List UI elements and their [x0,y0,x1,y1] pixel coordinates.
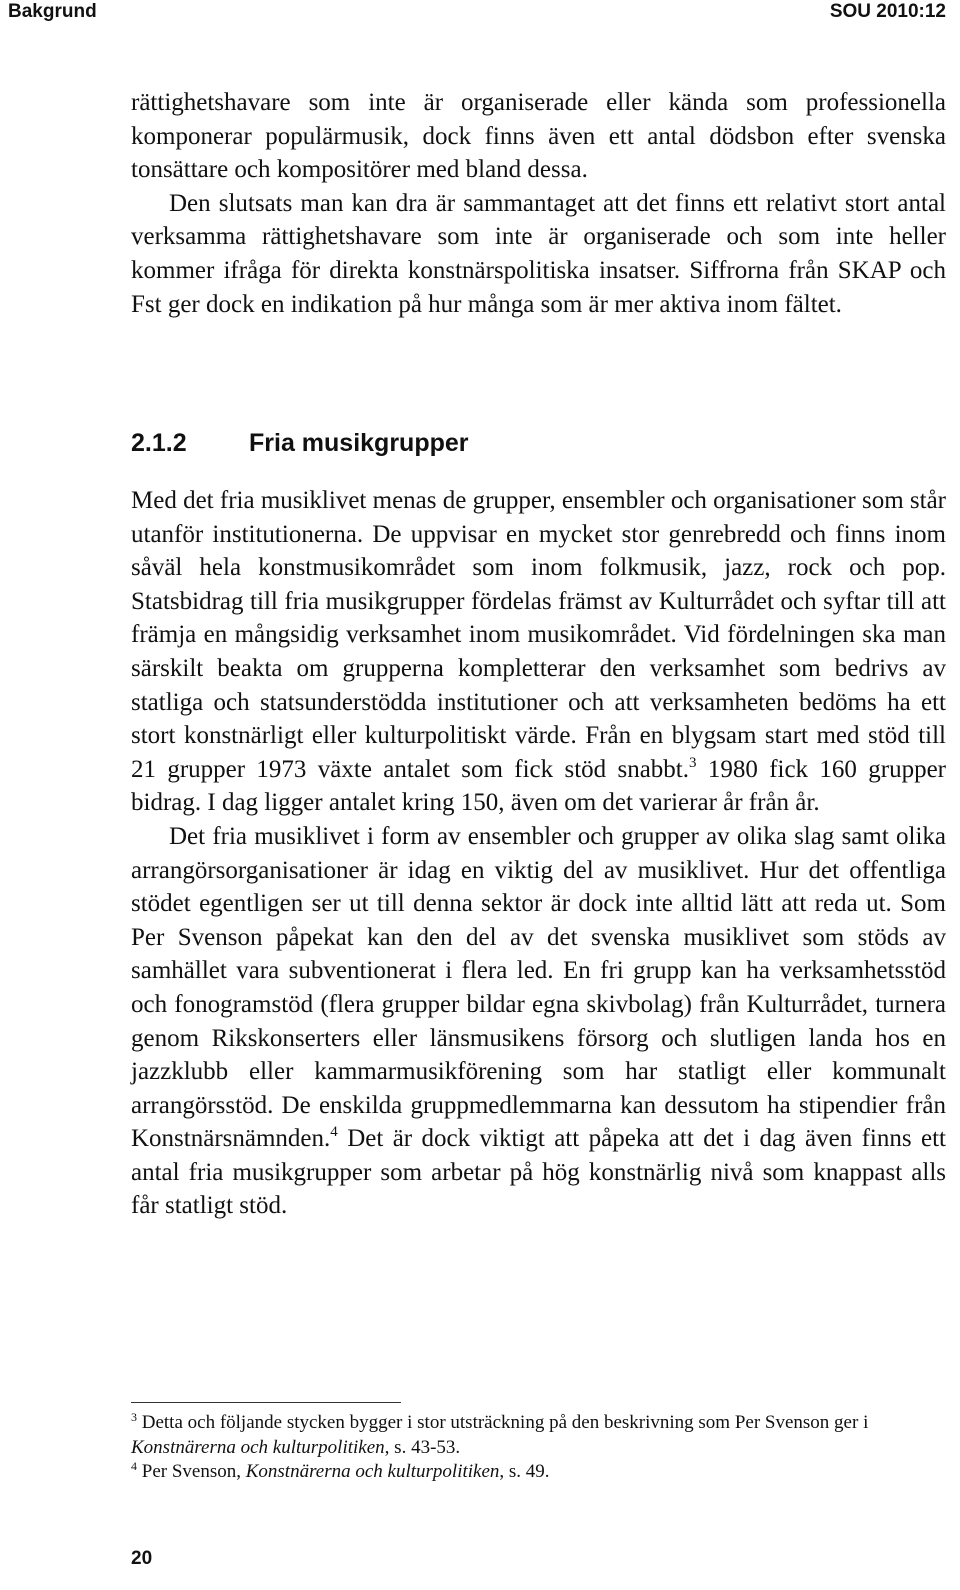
section-number: 2.1.2 [131,429,187,457]
footnote-ref[interactable]: 4 [330,1124,338,1141]
book-title: Konstnärerna och kulturpolitiken [245,1461,500,1482]
footnote [131,1411,946,1460]
footnote-text: , s. 43-53. [384,1436,461,1458]
paragraph-text: Med det fria musiklivet menas de grupper, ensembler och organisationer som står utanför institutionerna. De uppvisar en mycket stor genrebredd och finns inom såväl hela konstmusikområdet som inom folkmusik, jazz, rock och pop. Statsbidrag till fria musikgrupper fördelas främst av Kulturrådet och syftar till att främja en mångsidig verksamhet inom musikområdet. Vid fördelningen ska man särskilt beakta om grupperna kompletterar den verksamhet som bedrivs av statliga och statsunderstödda institutioner och att verksamheten bedöms ha ett stort konstnärligt eller kulturpolitiskt värde. Från en blygsam start med stöd till 21 grupper 1973 växte antalet som fick stöd snabbt. [131,487,946,783]
section-title: Fria musikgrupper [249,429,469,457]
footnote-text: Detta och följande stycken bygger i stor utsträckning på den beskrivning som Per Svenson ger i [137,1412,869,1433]
footnote-ref[interactable]: 3 [689,754,697,771]
footnotes [131,1411,946,1485]
footnote-text: , s. 49. [499,1461,550,1482]
footnote [131,1460,946,1485]
paragraph-text: 1980 fick 160 grupper bidrag. I dag ligger antalet kring 150, även om det varierar år från år. [131,755,946,817]
report-id: SOU 2010:12 [829,1,946,22]
paragraph [131,820,946,1223]
chapter-title: Bakgrund [8,1,97,22]
intro-text [131,86,946,321]
section-heading [131,426,469,460]
paragraph-text: Det är dock viktigt att påpeka att det i dag även finns ett antal fria musikgrupper som arbetar på hög konstnärlig nivå som knappast alls får statligt stöd. [131,1125,946,1220]
paragraph-text: Det fria musiklivet i form av ensembler och grupper av olika slag samt olika arrangörsorganisationer är idag en viktig del av musiklivet. Hur det offentliga stödet egentligen ser ut till denna sektor är dock inte alltid lätt att reda ut. Som Per Svenson påpekat kan den del av det svenska musiklivet som stöds av samhället vara subventionerat i flera led. En fri grupp kan ha verksamhetsstöd och fonogramstöd (flera grupper bildar egna skivbolag) från Kulturrådet, turnera genom Rikskonserters eller länsmusikens försorg och slutligen landa hos en jazzklubb eller kammarmusikförening som har statligt eller kommunalt arrangörsstöd. De enskilda gruppmedlemmarna kan dessutom ha stipendier från Konstnärsnämnden. [131,822,946,1153]
page-number: 20 [131,1548,153,1569]
footnote-divider [131,1402,401,1403]
paragraph: Den slutsats man kan dra är sammantaget att det finns ett relativt stort antal verksamma rättighetshavare som inte är organiserade och som inte heller kommer ifråga för direkta konstnärspolitiska insatser. Siffrorna från SKAP och Fst ger dock en indikation på hur många som är mer aktiva inom fältet. [131,189,946,318]
running-header [0,0,960,26]
paragraph [131,484,946,820]
footnote-mark: 3 [131,1410,137,1424]
footnote-mark: 4 [131,1459,137,1473]
section-body [131,484,946,1223]
paragraph-continuation: rättighetshavare som inte är organiserade eller kända som professionella komponerar populärmusik, dock finns även ett antal dödsbon efter svenska tonsättare och kompositörer med bland dessa. [131,89,946,184]
book-title: Konstnärerna och kulturpolitiken [131,1436,385,1458]
footnote-text: Per Svenson, [137,1461,246,1482]
